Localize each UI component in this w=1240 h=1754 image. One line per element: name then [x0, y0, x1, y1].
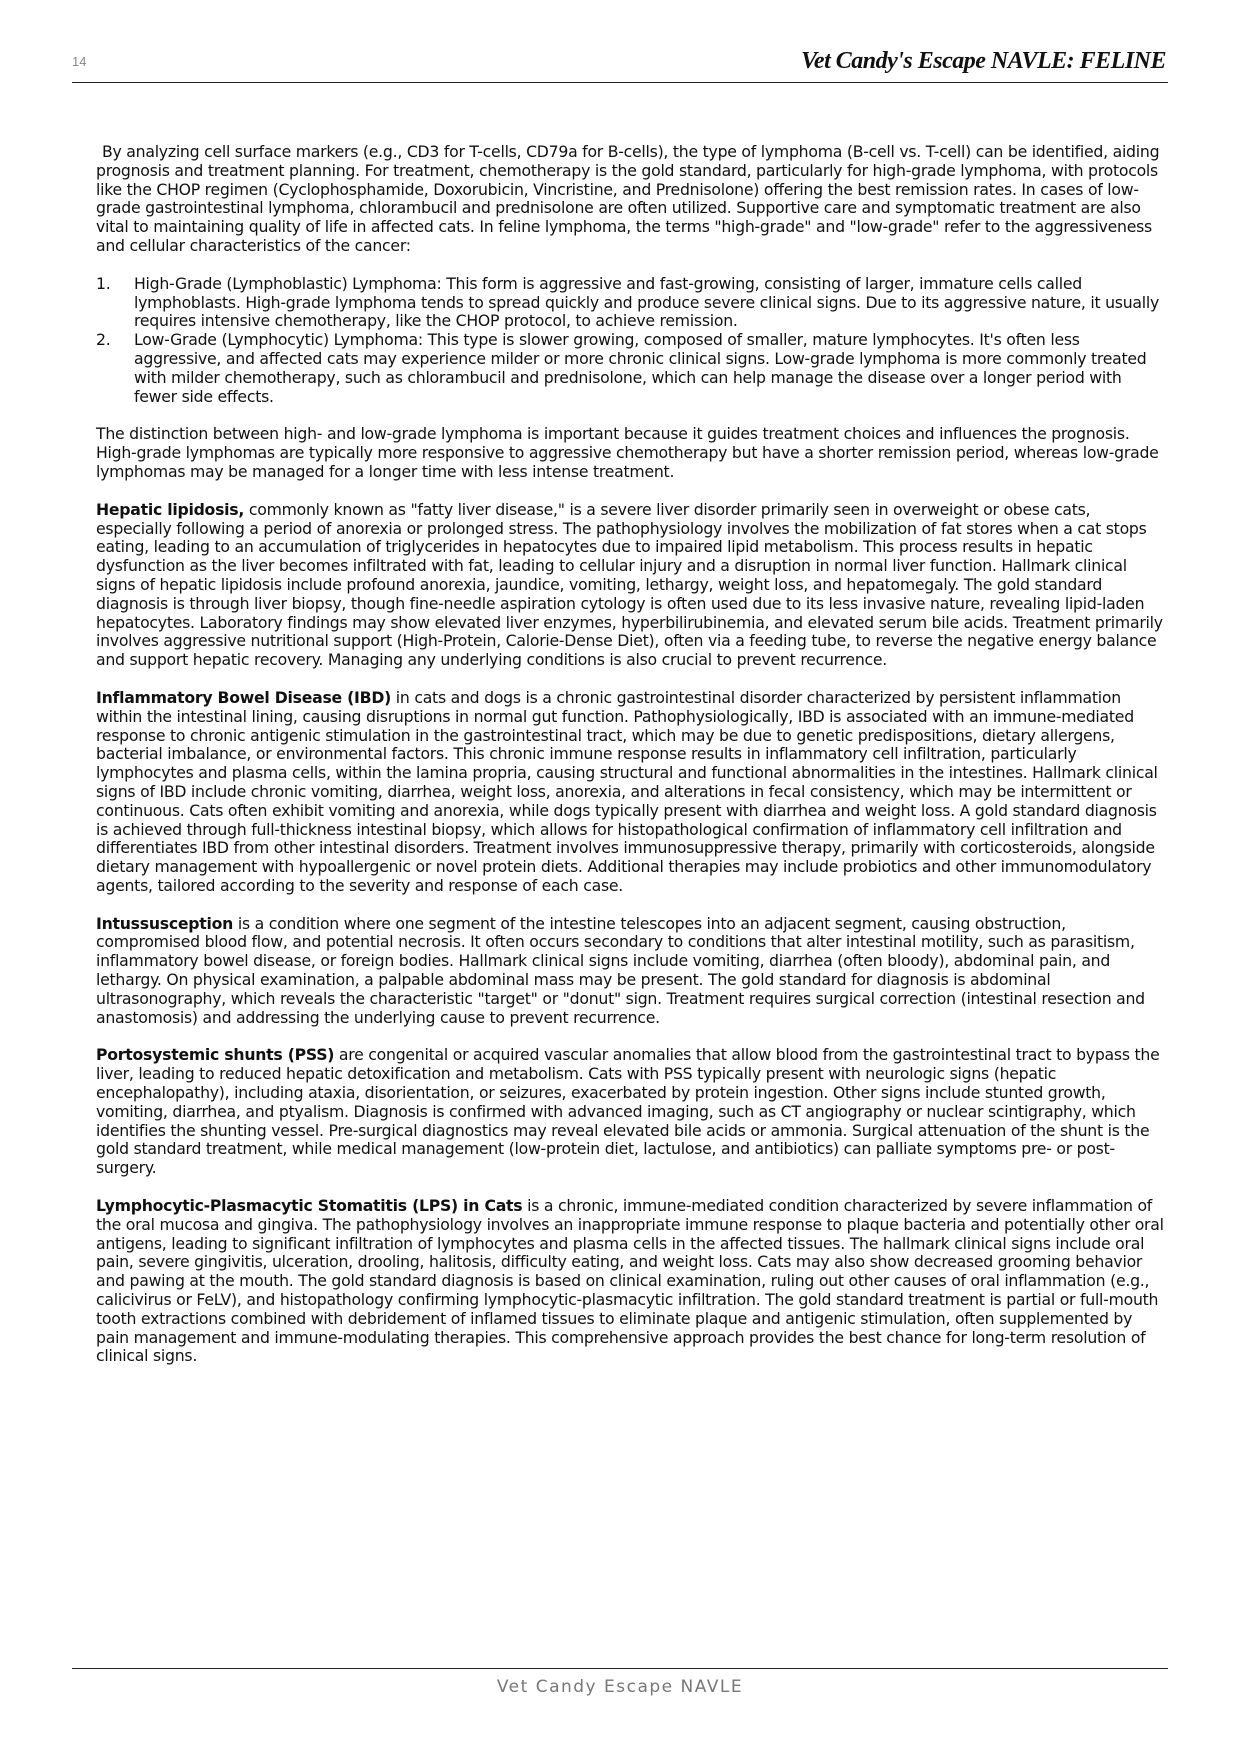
- section-term: Hepatic lipidosis,: [96, 499, 245, 519]
- section-pss: [96, 1046, 1168, 1178]
- list-item: [96, 275, 1168, 331]
- list-item: [96, 331, 1168, 406]
- section-ibd: [96, 689, 1168, 896]
- section-term: Lymphocytic-Plasmacytic Stomatitis (LPS) in Cats: [96, 1196, 523, 1216]
- section-body: is a condition where one segment of the intestine telescopes into an adjacent segment, causing obstruction, compromised blood flow, and potential necrosis. It often occurs secondary to conditions that alter intestinal motility, such as parasitism, inflammatory bowel disease, or foreign bodies. Hallmark clinical signs include vomiting, diarrhea (often bloody), abdominal pain, and lethargy. On physical examination, a palpable abdominal mass may be present. The gold standard for diagnosis is abdominal ultrasonography, which reveals the characteristic "target" or "donut" sign. Treatment requires surgical correction (intestinal resection and anastomosis) and addressing the underlying cause to prevent recurrence.: [96, 913, 1145, 1027]
- section-term: Portosystemic shunts (PSS): [96, 1045, 335, 1065]
- section-intussusception: [96, 915, 1168, 1028]
- section-body: in cats and dogs is a chronic gastrointestinal disorder characterized by persistent inflammation within the intestinal lining, causing disruptions in normal gut function. Pathophysiologically, IBD is associated with an immune-mediated response to chronic antigenic stimulation in the gastrointestinal tract, which may be due to genetic predispositions, dietary allergens, bacterial imbalance, or environmental factors. This chronic immune response results in inflammatory cell infiltration, particularly lymphocytes and plasma cells, within the lamina propria, causing structural and functional abnormalities in the intestines. Hallmark clinical signs of IBD include chronic vomiting, diarrhea, weight loss, anorexia, and alterations in fecal consistency, which may be intermittent or continuous. Cats often exhibit vomiting and anorexia, while dogs typically present with diarrhea and weight loss. A gold standard diagnosis is achieved through full-thickness intestinal biopsy, which allows for histopathological confirmation of inflammatory cell infiltration and differentiates IBD from other intestinal disorders. Treatment involves immunosuppressive therapy, primarily with corticosteroids, alongside dietary management with hypoallergenic or novel protein diets. Additional therapies may include probiotics and other immunomodulatory agents, tailored according to the severity and response of each case.: [96, 687, 1158, 895]
- distinction-paragraph: The distinction between high- and low-grade lymphoma is important because it guides treatment choices and influences the prognosis. High-grade lymphomas are typically more responsive to aggressive chemotherapy but have a shorter remission period, whereas low-grade lymphomas may be managed for a longer time with less intense treatment.: [96, 424, 1159, 481]
- section-term: Inflammatory Bowel Disease (IBD): [96, 687, 392, 707]
- list-item-text: Low-Grade (Lymphocytic) Lymphoma: This type is slower growing, composed of smaller, mature lymphocytes. It's often less aggressive, and affected cats may experience milder or more chronic clinical signs. Low-grade lymphoma is more commonly treated with milder chemotherapy, such as chlorambucil and prednisolone, which can help manage the disease over a longer period with fewer side effects.: [134, 330, 1147, 406]
- section-body: commonly known as "fatty liver disease," is a severe liver disorder primarily seen in overweight or obese cats, especially following a period of anorexia or prolonged stress. The pathophysiology involves the mobilization of fat stores when a cat stops eating, leading to an accumulation of triglycerides in hepatocytes due to impaired lipid metabolism. This process results in hepatic dysfunction as the liver becomes infiltrated with fat, leading to cellular injury and a disruption in normal liver function. Hallmark clinical signs of hepatic lipidosis include profound anorexia, jaundice, vomiting, lethargy, weight loss, and hepatomegaly. The gold standard diagnosis is through liver biopsy, though fine-needle aspiration cytology is often used due to its less invasive nature, revealing lipid-laden hepatocytes. Laboratory findings may show elevated liver enzymes, hyperbilirubinemia, and elevated serum bile acids. Treatment primarily involves aggressive nutritional support (High-Protein, Calorie-Dense Diet), often via a feeding tube, to reverse the negative energy balance and support hepatic recovery. Managing any underlying conditions is also crucial to prevent recurrence.: [96, 499, 1163, 670]
- footer-divider: [72, 1668, 1168, 1669]
- running-title: Vet Candy's Escape NAVLE: FELINE: [801, 48, 1166, 74]
- page-content: [96, 143, 1168, 1385]
- lymphoma-grade-list: [96, 275, 1168, 407]
- list-number: 1.: [96, 273, 111, 293]
- section-term: Intussusception: [96, 913, 234, 933]
- list-item-text: High-Grade (Lymphoblastic) Lymphoma: This form is aggressive and fast-growing, consisting of larger, immature cells called lymphoblasts. High-grade lymphoma tends to spread quickly and produce severe clinical signs. Due to its aggressive nature, it usually requires intensive chemotherapy, like the CHOP protocol, to achieve remission.: [134, 273, 1160, 331]
- section-hepatic-lipidosis: [96, 501, 1168, 670]
- header-divider: [72, 82, 1168, 83]
- list-number: 2.: [96, 330, 111, 350]
- page-number: 14: [72, 54, 87, 69]
- footer-text: Vet Candy Escape NAVLE: [496, 1677, 744, 1697]
- intro-paragraph: By analyzing cell surface markers (e.g., CD3 for T-cells, CD79a for B-cells), the type of lymphoma (B-cell vs. T-cell) can be identified, aiding prognosis and treatment planning. For treatment, chemotherapy is the gold standard, particularly for high-grade lymphoma, with protocols like the CHOP regimen (Cyclophosphamide, Doxorubicin, Vincristine, and Prednisolone) offering the best remission rates. In cases of low-grade gastrointestinal lymphoma, chlorambucil and prednisolone are often utilized. Supportive care and symptomatic treatment are also vital to maintaining quality of life in affected cats. In feline lymphoma, the terms "high-grade" and "low-grade" refer to the aggressiveness and cellular characteristics of the cancer:: [96, 142, 1160, 255]
- section-body: are congenital or acquired vascular anomalies that allow blood from the gastrointestinal tract to bypass the liver, leading to reduced hepatic detoxification and metabolism. Cats with PSS typically present with neurologic signs (hepatic encephalopathy), including ataxia, disorientation, or seizures, exacerbated by protein ingestion. Other signs include stunted growth, vomiting, diarrhea, and ptyalism. Diagnosis is confirmed with advanced imaging, such as CT angiography or nuclear scintigraphy, which identifies the shunting vessel. Pre-surgical diagnostics may reveal elevated bile acids or ammonia. Surgical attenuation of the shunt is the gold standard treatment, while medical management (low-protein diet, lactulose, and antibiotics) can palliate symptoms pre- or post-surgery.: [96, 1045, 1160, 1178]
- section-body: is a chronic, immune-mediated condition characterized by severe inflammation of the oral mucosa and gingiva. The pathophysiology involves an inappropriate immune response to plaque bacteria and potentially other oral antigens, leading to significant infiltration of lymphocytes and plasma cells in the affected tissues. The hallmark clinical signs include oral pain, severe gingivitis, ulceration, drooling, halitosis, difficulty eating, and weight loss. Cats may also show decreased grooming behavior and pawing at the mouth. The gold standard diagnosis is based on clinical examination, ruling out other causes of oral inflammation (e.g., calicivirus or FeLV), and histopathology confirming lymphocytic-plasmacytic infiltration. The gold standard treatment is partial or full-mouth tooth extractions combined with debridement of inflamed tissues to eliminate plaque and antigenic stimulation, often supplemented by pain management and immune-modulating therapies. This comprehensive approach provides the best chance for long-term resolution of clinical signs.: [96, 1196, 1164, 1366]
- section-lps: [96, 1197, 1168, 1366]
